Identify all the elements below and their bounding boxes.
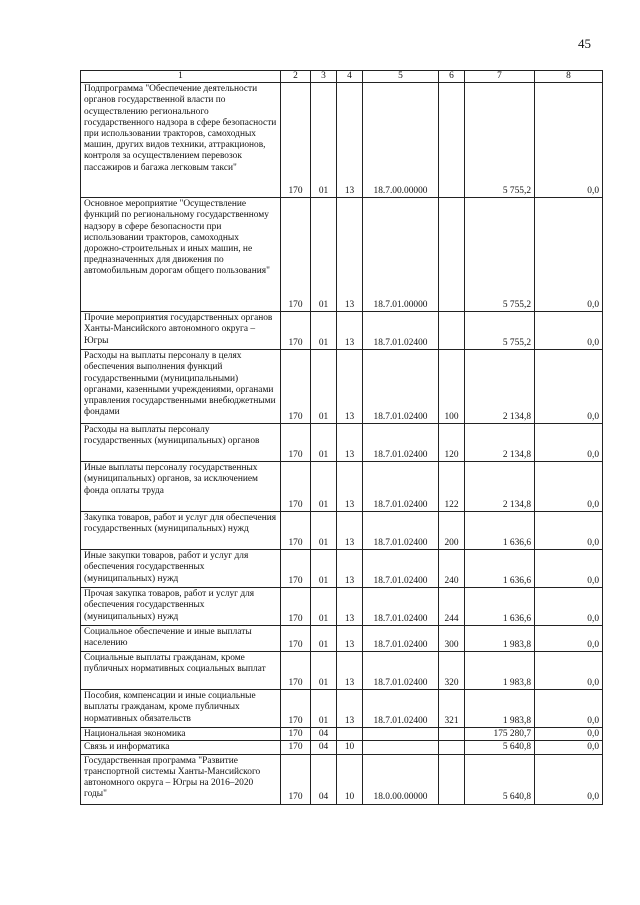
row-ministry: 170 <box>281 550 311 588</box>
row-target-article: 18.7.01.02400 <box>363 626 439 652</box>
row-amount: 1 636,6 <box>465 588 535 626</box>
row-ministry: 170 <box>281 462 311 512</box>
row-subsection: 13 <box>337 512 363 550</box>
row-ministry: 170 <box>281 652 311 690</box>
table-row <box>81 462 603 512</box>
row-subsection <box>337 728 363 741</box>
row-subsection: 13 <box>337 350 363 424</box>
row-subsection: 13 <box>337 462 363 512</box>
row-target-article: 18.7.01.02400 <box>363 350 439 424</box>
row-ministry: 170 <box>281 741 311 754</box>
row-amount: 1 636,6 <box>465 512 535 550</box>
row-section: 01 <box>311 83 337 198</box>
table-row <box>81 512 603 550</box>
row-subsection: 13 <box>337 312 363 350</box>
row-subsection: 13 <box>337 198 363 312</box>
row-name: Национальная экономика <box>81 728 281 741</box>
row-target-article: 18.7.01.00000 <box>363 198 439 312</box>
row-target-article: 18.7.00.00000 <box>363 83 439 198</box>
row-expense-type: 244 <box>439 588 465 626</box>
row-amount: 2 134,8 <box>465 350 535 424</box>
row-target-article: 18.7.01.02400 <box>363 588 439 626</box>
row-amount: 5 755,2 <box>465 198 535 312</box>
row-expense-type: 300 <box>439 626 465 652</box>
row-federal-amount: 0,0 <box>535 588 603 626</box>
row-name: Иные выплаты персоналу государственных (муниципальных) органов, за исключением фонда оплаты труда <box>81 462 281 512</box>
header-col-7: 7 <box>465 71 535 83</box>
row-section: 01 <box>311 690 337 728</box>
row-name: Государственная программа "Развитие транспортной системы Ханты-Мансийского автономного округа – Югры на 2016–2020 годы" <box>81 754 281 804</box>
table-row <box>81 690 603 728</box>
page-number: 45 <box>578 36 591 51</box>
row-section: 01 <box>311 312 337 350</box>
row-expense-type: 240 <box>439 550 465 588</box>
row-federal-amount: 0,0 <box>535 312 603 350</box>
row-subsection: 13 <box>337 424 363 462</box>
row-section: 04 <box>311 754 337 804</box>
row-name: Расходы на выплаты персоналу в целях обеспечения выполнения функций государственными (муниципальными) органами, казенными учреждениями, органами управления государственными внебюджетными фондами <box>81 350 281 424</box>
row-amount: 1 983,8 <box>465 652 535 690</box>
row-subsection: 13 <box>337 652 363 690</box>
row-federal-amount: 0,0 <box>535 741 603 754</box>
row-expense-type <box>439 741 465 754</box>
header-col-6: 6 <box>439 71 465 83</box>
row-expense-type <box>439 728 465 741</box>
row-ministry: 170 <box>281 198 311 312</box>
row-name: Пособия, компенсации и иные социальные выплаты гражданам, кроме публичных нормативных обязательств <box>81 690 281 728</box>
row-amount: 5 755,2 <box>465 312 535 350</box>
row-name: Расходы на выплаты персоналу государственных (муниципальных) органов <box>81 424 281 462</box>
row-subsection: 13 <box>337 690 363 728</box>
header-col-8: 8 <box>535 71 603 83</box>
row-ministry: 170 <box>281 512 311 550</box>
row-subsection: 10 <box>337 741 363 754</box>
row-target-article <box>363 741 439 754</box>
row-expense-type: 122 <box>439 462 465 512</box>
row-federal-amount: 0,0 <box>535 626 603 652</box>
row-subsection: 13 <box>337 83 363 198</box>
row-ministry: 170 <box>281 312 311 350</box>
row-section: 01 <box>311 652 337 690</box>
row-target-article: 18.7.01.02400 <box>363 652 439 690</box>
row-amount: 2 134,8 <box>465 462 535 512</box>
row-target-article: 18.7.01.02400 <box>363 690 439 728</box>
row-section: 04 <box>311 741 337 754</box>
row-federal-amount: 0,0 <box>535 728 603 741</box>
header-col-4: 4 <box>337 71 363 83</box>
row-section: 01 <box>311 462 337 512</box>
row-name: Прочая закупка товаров, работ и услуг для обеспечения государственных (муниципальных) нужд <box>81 588 281 626</box>
row-section: 01 <box>311 198 337 312</box>
table-row <box>81 588 603 626</box>
row-amount: 1 636,6 <box>465 550 535 588</box>
row-subsection: 13 <box>337 626 363 652</box>
row-name: Закупка товаров, работ и услуг для обеспечения государственных (муниципальных) нужд <box>81 512 281 550</box>
row-ministry: 170 <box>281 424 311 462</box>
row-ministry: 170 <box>281 690 311 728</box>
row-amount: 5 640,8 <box>465 741 535 754</box>
row-name: Иные закупки товаров, работ и услуг для обеспечения государственных (муниципальных) нужд <box>81 550 281 588</box>
row-name: Основное мероприятие "Осуществление функций по региональному государственному надзору в сфере безопасности при использовании тракторов, самоходных дорожно-строительных и иных машин, не предназначенных для движения по автомобильным дорогам общего пользования" <box>81 198 281 312</box>
row-expense-type <box>439 198 465 312</box>
row-federal-amount: 0,0 <box>535 512 603 550</box>
row-amount: 1 983,8 <box>465 690 535 728</box>
row-expense-type: 320 <box>439 652 465 690</box>
row-name: Связь и информатика <box>81 741 281 754</box>
row-subsection: 13 <box>337 588 363 626</box>
row-subsection: 10 <box>337 754 363 804</box>
header-col-1: 1 <box>81 71 281 83</box>
row-amount: 1 983,8 <box>465 626 535 652</box>
row-federal-amount: 0,0 <box>535 462 603 512</box>
table-row <box>81 652 603 690</box>
row-name: Социальное обеспечение и иные выплаты населению <box>81 626 281 652</box>
table-row <box>81 424 603 462</box>
row-target-article <box>363 728 439 741</box>
row-federal-amount: 0,0 <box>535 550 603 588</box>
row-amount: 2 134,8 <box>465 424 535 462</box>
row-federal-amount: 0,0 <box>535 690 603 728</box>
row-section: 04 <box>311 728 337 741</box>
row-ministry: 170 <box>281 588 311 626</box>
row-amount: 5 755,2 <box>465 83 535 198</box>
row-target-article: 18.7.01.02400 <box>363 550 439 588</box>
row-federal-amount: 0,0 <box>535 754 603 804</box>
row-federal-amount: 0,0 <box>535 424 603 462</box>
row-federal-amount: 0,0 <box>535 83 603 198</box>
row-target-article: 18.7.01.02400 <box>363 462 439 512</box>
table-row <box>81 83 603 198</box>
row-expense-type: 200 <box>439 512 465 550</box>
row-target-article: 18.7.01.02400 <box>363 424 439 462</box>
row-amount: 175 280,7 <box>465 728 535 741</box>
row-federal-amount: 0,0 <box>535 652 603 690</box>
row-expense-type: 321 <box>439 690 465 728</box>
row-section: 01 <box>311 512 337 550</box>
row-target-article: 18.0.00.00000 <box>363 754 439 804</box>
row-section: 01 <box>311 588 337 626</box>
row-name: Подпрограмма "Обеспечение деятельности органов государственной власти по осуществлению регионального государственного надзора в сфере безопасности при использовании тракторов, самоходных машин, других видов техники, аттракционов, контроля за осуществлением перевозок пассажиров и багажа легковым такси" <box>81 83 281 198</box>
table-row <box>81 741 603 754</box>
header-row <box>81 71 603 83</box>
row-name: Прочие мероприятия государственных органов Ханты-Мансийского автономного округа – Югры <box>81 312 281 350</box>
row-name: Социальные выплаты гражданам, кроме публичных нормативных социальных выплат <box>81 652 281 690</box>
budget-table <box>80 70 603 805</box>
row-target-article: 18.7.01.02400 <box>363 512 439 550</box>
row-subsection: 13 <box>337 550 363 588</box>
row-section: 01 <box>311 626 337 652</box>
row-section: 01 <box>311 550 337 588</box>
table-row <box>81 550 603 588</box>
row-ministry: 170 <box>281 83 311 198</box>
row-ministry: 170 <box>281 754 311 804</box>
row-federal-amount: 0,0 <box>535 350 603 424</box>
row-expense-type <box>439 754 465 804</box>
header-col-2: 2 <box>281 71 311 83</box>
table-row <box>81 312 603 350</box>
table-row <box>81 626 603 652</box>
table-row <box>81 728 603 741</box>
row-expense-type <box>439 312 465 350</box>
row-expense-type <box>439 83 465 198</box>
row-ministry: 170 <box>281 626 311 652</box>
header-col-5: 5 <box>363 71 439 83</box>
row-ministry: 170 <box>281 350 311 424</box>
row-expense-type: 120 <box>439 424 465 462</box>
row-expense-type: 100 <box>439 350 465 424</box>
row-ministry: 170 <box>281 728 311 741</box>
table-row <box>81 350 603 424</box>
table-row <box>81 198 603 312</box>
row-federal-amount: 0,0 <box>535 198 603 312</box>
row-section: 01 <box>311 350 337 424</box>
header-col-3: 3 <box>311 71 337 83</box>
row-target-article: 18.7.01.02400 <box>363 312 439 350</box>
row-section: 01 <box>311 424 337 462</box>
row-amount: 5 640,8 <box>465 754 535 804</box>
table-row <box>81 754 603 804</box>
